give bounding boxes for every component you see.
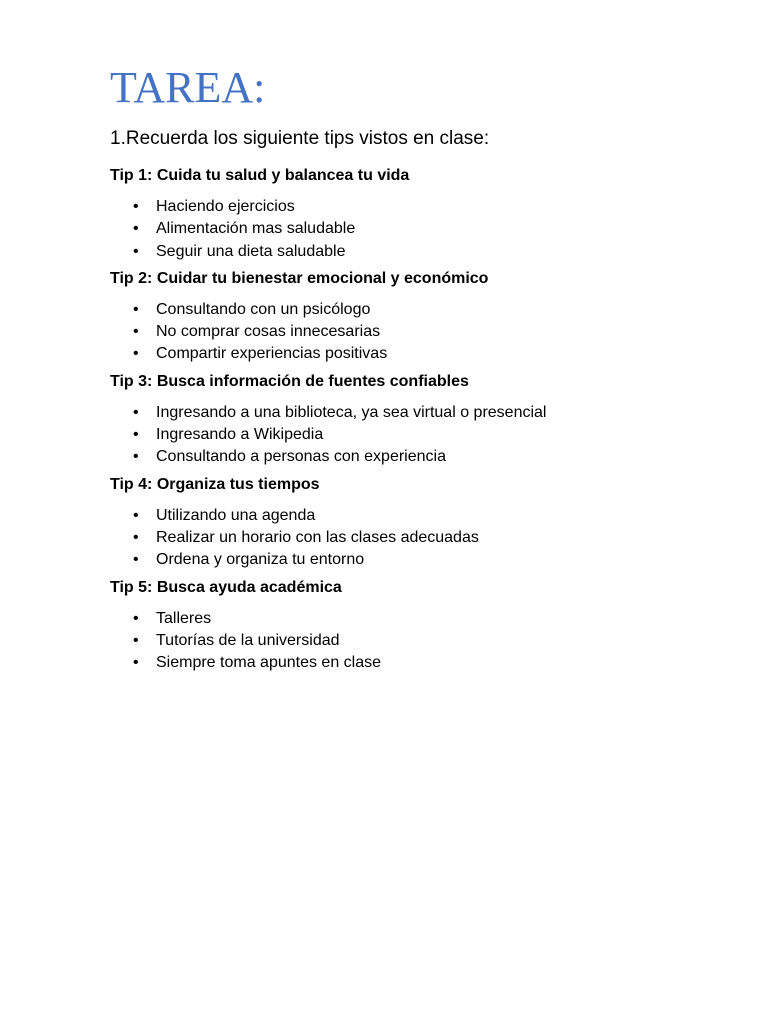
list-item-text: Alimentación mas saludable (156, 220, 356, 238)
list-item-text: Consultando a personas con experiencia (156, 448, 446, 466)
bullet-icon: • (133, 528, 139, 546)
tip-list (110, 196, 730, 263)
list-item (110, 549, 730, 571)
list-item-text: Haciendo ejercicios (156, 198, 295, 215)
tip-list (110, 299, 730, 366)
tip-block-5 (110, 576, 730, 675)
bullet-icon: • (133, 345, 139, 363)
bullet-icon: • (133, 551, 139, 569)
list-item (110, 608, 730, 630)
bullet-icon: • (133, 403, 139, 421)
list-item-text: Talleres (156, 609, 212, 627)
list-item-text: Ingresando a una biblioteca, ya sea virtual o presencial (156, 403, 547, 421)
list-item (110, 343, 730, 365)
tip-block-3 (110, 370, 730, 469)
list-item (110, 321, 730, 343)
tip-list (110, 505, 730, 572)
list-item (110, 652, 730, 674)
bullet-icon: • (133, 654, 139, 672)
list-item (110, 402, 730, 424)
list-item (110, 196, 730, 218)
tip-list (110, 608, 730, 675)
list-item (110, 527, 730, 549)
tip-block-2 (110, 267, 730, 366)
bullet-icon: • (133, 631, 139, 649)
document-title: TAREA: (110, 63, 266, 112)
bullet-icon: • (133, 323, 139, 341)
list-item-text: Tutorías de la universidad (156, 631, 340, 649)
list-item-text: No comprar cosas innecesarias (156, 323, 381, 341)
intro-text: 1.Recuerda los siguiente tips vistos en clase: (110, 128, 490, 149)
list-item-text: Realizar un horario con las clases adecuadas (156, 528, 479, 546)
tip-heading: Tip 2: Cuidar tu bienestar emocional y económico (110, 269, 489, 287)
bullet-icon: • (133, 609, 139, 627)
list-item-text: Consultando con un psicólogo (156, 300, 371, 318)
list-item-text: Compartir experiencias positivas (156, 345, 388, 363)
list-item (110, 630, 730, 652)
tip-list (110, 402, 730, 469)
bullet-icon: • (133, 506, 139, 524)
list-item (110, 505, 730, 527)
bullet-icon: • (133, 300, 139, 318)
list-item-text: Ingresando a Wikipedia (156, 426, 324, 444)
tip-block-4 (110, 473, 730, 572)
list-item-text: Seguir una dieta saludable (156, 242, 346, 260)
list-item (110, 299, 730, 321)
list-item-text: Utilizando una agenda (156, 506, 316, 524)
bullet-icon: • (133, 198, 139, 215)
list-item-text: Ordena y organiza tu entorno (156, 551, 365, 569)
tip-heading: Tip 3: Busca información de fuentes confiables (110, 372, 469, 390)
list-item (110, 424, 730, 446)
tip-heading: Tip 1: Cuida tu salud y balancea tu vida (110, 167, 410, 184)
bullet-icon: • (133, 242, 139, 260)
list-item-text: Siempre toma apuntes en clase (156, 654, 382, 672)
bullet-icon: • (133, 448, 139, 466)
tip-heading: Tip 4: Organiza tus tiempos (110, 475, 320, 493)
bullet-icon: • (133, 426, 139, 444)
list-item (110, 218, 730, 240)
tips-section (110, 164, 730, 678)
tip-block-1 (110, 164, 730, 263)
list-item (110, 241, 730, 263)
list-item (110, 446, 730, 468)
tip-heading: Tip 5: Busca ayuda académica (110, 578, 342, 596)
bullet-icon: • (133, 220, 139, 238)
